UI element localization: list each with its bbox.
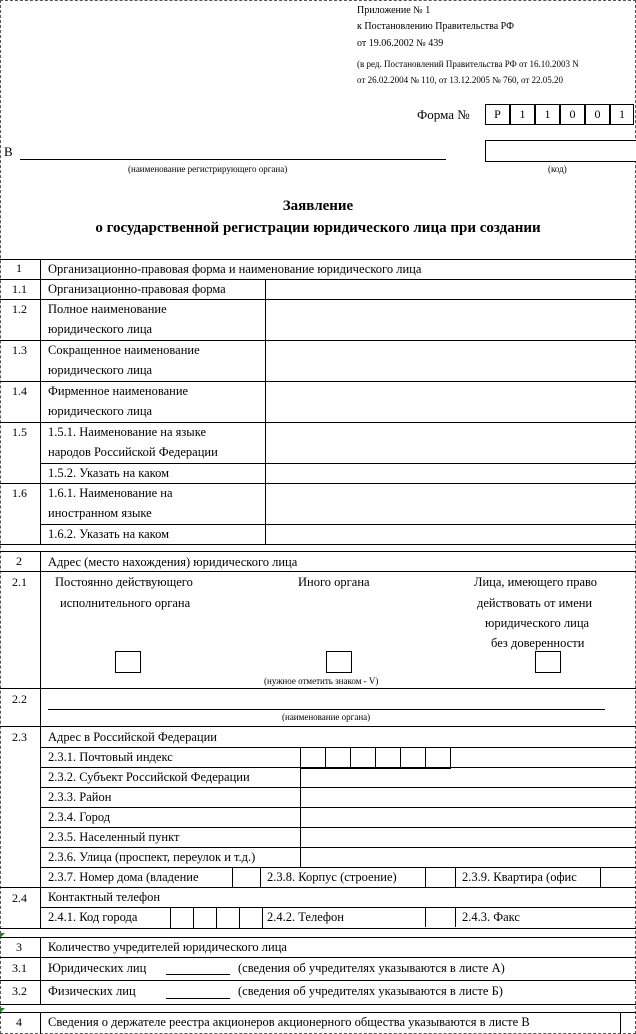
row-1-6-label: иностранном языке (48, 506, 152, 520)
form-code-char: 1 (535, 104, 560, 125)
section-1-value-column[interactable] (265, 279, 266, 544)
row-1-2-label: Полное наименование (48, 302, 167, 316)
resolution-line: к Постановлению Правительства РФ (357, 21, 514, 32)
subject-label: 2.3.2. Субъект Российской Федерации (48, 770, 250, 784)
row-1-6-2-label: 1.6.2. Указать на каком (48, 527, 170, 541)
appendix-line: Приложение № 1 (357, 5, 431, 16)
resolution-date: от 19.06.2002 № 439 (357, 38, 444, 49)
city-code-digit[interactable] (239, 907, 263, 929)
form-number-label: Форма № (417, 107, 470, 122)
section-3-num: 3 (16, 940, 22, 954)
form-code-char: 1 (510, 104, 535, 125)
contact-phone-title: Контактный телефон (48, 890, 161, 904)
city-code-digit[interactable] (216, 907, 240, 929)
registrar-code-caption: (код) (548, 164, 567, 174)
checkbox-note: (нужное отметить знаком - V) (264, 676, 379, 686)
row-3-1-num: 3.1 (12, 961, 27, 975)
section-1-title: Организационно-правовая форма и наименование юридического лица (48, 262, 422, 276)
document-title: Заявление (282, 198, 354, 214)
postal-index-digit[interactable] (350, 747, 376, 769)
form-code-char: Р (485, 104, 510, 125)
authorized-person-label: действовать от имени (477, 596, 593, 610)
individuals-label: Физических лиц (48, 984, 136, 998)
row-1-2-num: 1.2 (12, 302, 27, 316)
authorized-person-checkbox[interactable] (535, 651, 561, 673)
row-2-4-num: 2.4 (12, 891, 27, 905)
section-2-num: 2 (16, 554, 22, 568)
form-code-char: 0 (560, 104, 585, 125)
row-2-1-num: 2.1 (12, 575, 27, 589)
street-label: 2.3.6. Улица (проспект, переулок и т.д.) (48, 850, 256, 864)
postal-index-digit[interactable] (375, 747, 401, 769)
row-1-5-2-label: 1.5.2. Указать на каком (48, 466, 170, 480)
other-organ-checkbox[interactable] (326, 651, 352, 673)
individuals-note: (сведения об учредителях указываются в листе Б) (238, 984, 503, 998)
section-3-title: Количество учредителей юридического лица (48, 940, 287, 954)
form-code-char: 0 (585, 104, 610, 125)
fax-label: 2.4.3. Факс (462, 910, 520, 924)
phone-label: 2.4.2. Телефон (267, 910, 344, 924)
executive-organ-checkbox[interactable] (115, 651, 141, 673)
organ-name-caption: (наименование органа) (282, 712, 371, 722)
postal-index-digit[interactable] (425, 747, 451, 769)
postal-index-label: 2.3.1. Почтовый индекс (48, 750, 173, 764)
legal-entities-count-field[interactable] (166, 974, 230, 975)
building-label: 2.3.8. Корпус (строение) (267, 870, 397, 884)
postal-index-digit[interactable] (325, 747, 351, 769)
row-1-3-label: юридического лица (48, 363, 153, 377)
row-1-4-label: юридического лица (48, 404, 153, 418)
row-1-5-label: 1.5.1. Наименование на языке (48, 425, 207, 439)
row-1-6-label: 1.6.1. Наименование на (48, 486, 173, 500)
edition-line-2: от 26.02.2004 № 110, от 13.12.2005 № 760, от 22.05.20 (357, 75, 564, 85)
section-4-num: 4 (16, 1015, 22, 1029)
phone-field[interactable] (425, 907, 426, 927)
registrar-line[interactable] (20, 159, 446, 160)
row-1-3-label: Сокращенное наименование (48, 343, 200, 357)
row-1-6-num: 1.6 (12, 486, 27, 500)
address-value-column[interactable] (300, 767, 301, 867)
executive-organ-label: исполнительного органа (60, 596, 191, 610)
document-subtitle: о государственной регистрации юридического лица при создании (95, 220, 541, 236)
legal-entities-label: Юридических лиц (48, 961, 147, 975)
registrar-caption: (наименование регистрирующего органа) (128, 164, 288, 174)
legal-entities-note: (сведения об учредителях указываются в листе А) (238, 961, 505, 975)
section-4-title: Сведения о держателе реестра акционеров акционерного общества указываются в листе В (48, 1015, 530, 1029)
row-1-5-label: народов Российской Федерации (48, 445, 218, 459)
postal-index-digit[interactable] (300, 747, 326, 769)
row-1-5-num: 1.5 (12, 425, 27, 439)
postal-index-digit[interactable] (400, 747, 426, 769)
row-1-1-label: Организационно-правовая форма (48, 282, 226, 296)
row-1-4-label: Фирменное наименование (48, 384, 189, 398)
address-rf-title: Адрес в Российской Федерации (48, 730, 217, 744)
other-organ-label: Иного органа (298, 575, 370, 589)
edition-line-1: (в ред. Постановлений Правительства РФ от 16.10.2003 N (357, 59, 579, 69)
authorized-person-label: Лица, имеющего право (474, 575, 598, 589)
row-1-2-label: юридического лица (48, 322, 153, 336)
row-1-3-num: 1.3 (12, 343, 27, 357)
flat-label: 2.3.9. Квартира (офис (462, 870, 577, 884)
row-2-2-num: 2.2 (12, 692, 27, 706)
section-2-title: Адрес (место нахождения) юридического лица (48, 555, 298, 569)
city-code-label: 2.4.1. Код города (48, 910, 138, 924)
row-1-1-num: 1.1 (12, 282, 27, 296)
registrar-code-field[interactable] (485, 140, 636, 162)
district-label: 2.3.3. Район (48, 790, 112, 804)
executive-organ-label: Постоянно действующего (55, 575, 193, 589)
form-code-char: 1 (610, 104, 634, 125)
city-code-digit[interactable] (193, 907, 217, 929)
organ-name-line[interactable] (48, 709, 605, 710)
section-1-num: 1 (16, 261, 22, 275)
city-code-digit[interactable] (170, 907, 194, 929)
city-label: 2.3.4. Город (48, 810, 111, 824)
row-3-2-num: 3.2 (12, 984, 27, 998)
settlement-label: 2.3.5. Населенный пункт (48, 830, 180, 844)
registrar-prefix: В (4, 144, 13, 159)
authorized-person-label: юридического лица (485, 616, 590, 630)
authorized-person-label: без доверенности (491, 636, 585, 650)
house-label: 2.3.7. Номер дома (владение (48, 870, 199, 884)
row-1-4-num: 1.4 (12, 384, 27, 398)
individuals-count-field[interactable] (166, 998, 230, 999)
row-2-3-num: 2.3 (12, 730, 27, 744)
